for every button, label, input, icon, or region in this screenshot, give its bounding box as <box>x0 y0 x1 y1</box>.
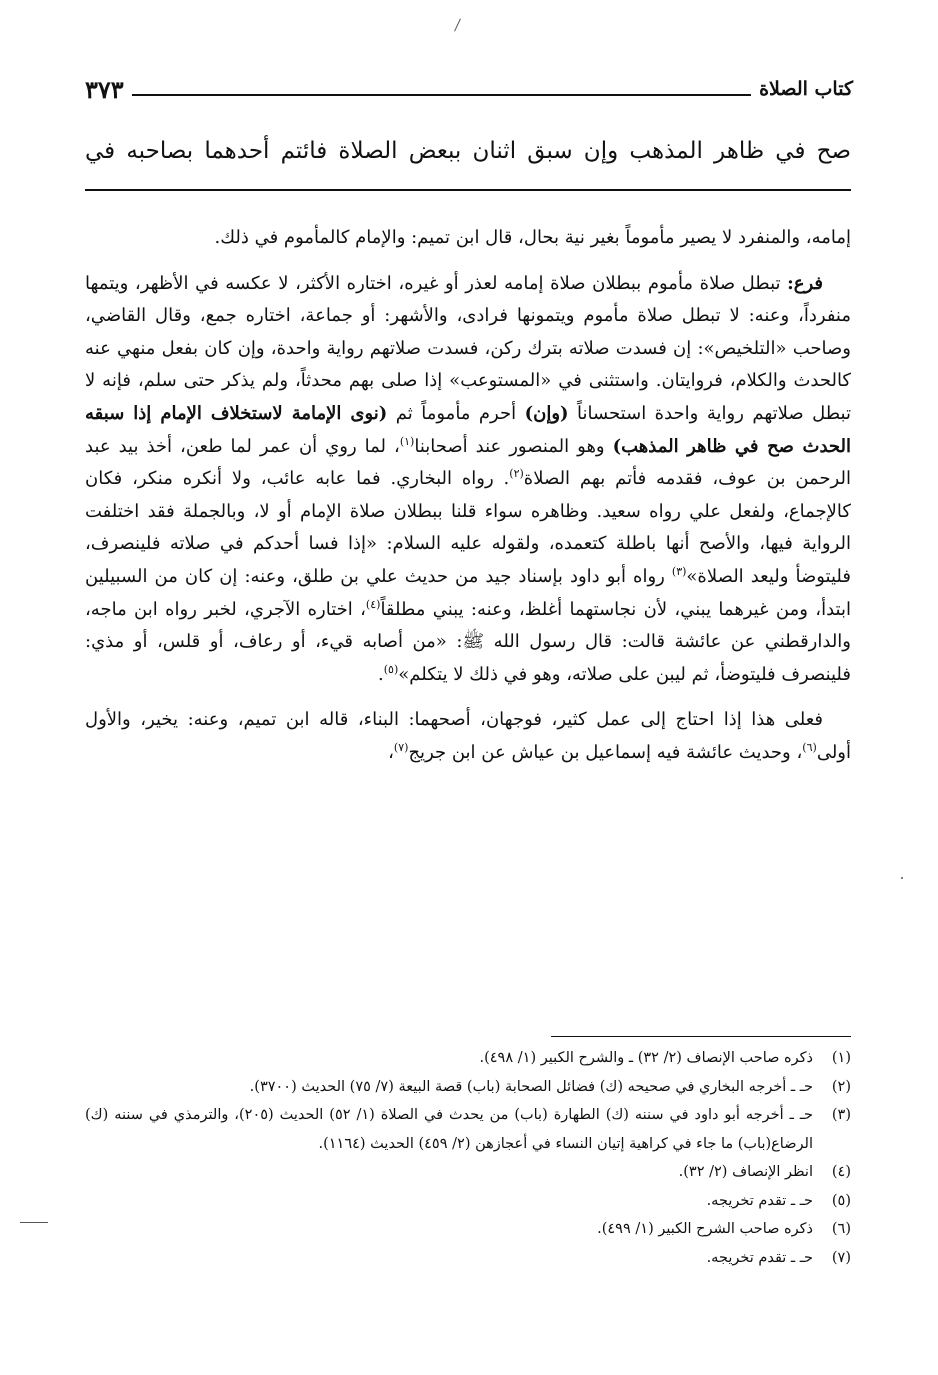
footnote-ref: (٢) <box>509 467 524 481</box>
commentary-body <box>85 222 851 770</box>
chapter-title: كتاب الصلاة <box>759 78 853 100</box>
footnote-number: (٣) <box>831 1107 851 1123</box>
matn-divider <box>85 189 851 191</box>
header-rule <box>132 94 751 96</box>
matn-quote-2: (نوى الإمامة لاستخلاف الإمام إذا سبقه الحدث صح في ظاهر المذهب) <box>85 402 851 457</box>
footnote-text: انظر الإنصاف (٢/ ٣٢). <box>678 1164 813 1180</box>
footnote-number: (٢) <box>831 1078 851 1095</box>
footnote-item <box>85 1044 851 1073</box>
footnote-text: حـ ـ تقدم تخريجه. <box>706 1192 813 1209</box>
footnote-ref: (٣) <box>671 564 687 578</box>
running-header <box>85 70 853 104</box>
scan-mark-left <box>20 1222 48 1223</box>
matn-quote-1: (وإن) <box>524 402 569 424</box>
footnote-ref: (٥) <box>383 662 399 676</box>
footnote-item <box>85 1101 851 1158</box>
footnote-ref: (٤) <box>365 597 381 611</box>
footnote-text: ذكره صاحب الإنصاف (٢/ ٣٢) ـ والشرح الكبير (١/ ٤٩٨). <box>479 1050 813 1066</box>
far-label: فرع: <box>787 272 823 294</box>
footnote-item <box>85 1244 851 1273</box>
footnote-number: (٤) <box>831 1164 851 1180</box>
footnote-text: حـ ـ أخرجه أبو داود في سننه (ك) الطهارة (باب) من يحدث في الصلاة (١/ ٥٢) الحديث (٢٠٥)، والترمذي في سننه (ك) الرضاع(باب) ما جاء في كراهية إتيان النساء في أعجازهن (٢/ ٤٥٩) الحديث (١١٦٤). <box>85 1107 813 1152</box>
footnote-number: (٥) <box>831 1192 851 1209</box>
footnote-item <box>85 1158 851 1187</box>
footnote-item <box>85 1073 851 1102</box>
footnote-ref: (١) <box>399 434 415 448</box>
footnote-item <box>85 1187 851 1216</box>
footnote-text: ذكره صاحب الشرح الكبير (١/ ٤٩٩). <box>597 1221 813 1237</box>
page-number: ٣٧٣ <box>85 75 124 104</box>
scan-mark-top <box>454 18 461 31</box>
scan-mark-dot <box>901 877 903 879</box>
footnotes <box>85 1044 851 1272</box>
footnote-text: حـ ـ أخرجه البخاري في صحيحه (ك) فضائل الصحابة (باب) قصة البيعة (٧/ ٧٥) الحديث (٣٧٠٠). <box>249 1078 813 1095</box>
footnote-number: (١) <box>831 1050 851 1066</box>
paragraph-3: فعلى هذا إذا احتاج إلى عمل كثير، فوجهان، أصحهما: البناء، قاله ابن تميم، وعنه: يخير، والأول أولى$^{(٦)}$، وحديث عائشة فيه إسماعيل بن عياش عن ابن جريج$^{(٧)}$، <box>85 709 851 763</box>
footnote-number: (٦) <box>831 1221 851 1237</box>
paragraph-2: فرع: تبطل صلاة مأموم ببطلان صلاة إمامه لعذر أو غيره، اختاره الأكثر، لا عكسه في الأظهر، ويتمها منفرداً، وعنه: لا تبطل صلاة مأموم ويتمونها فرادى، والأشهر: أو جماعة، اختاره جمع، وقال القاضي، وصاحب «التلخيص»: إن فسدت صلاته بترك ركن، فسدت صلاتهم رواية واحدة، وإن كان بفعل منهي عنه كالحدث والكلام، فروايتان. واستثنى في «المستوعب» إذا صلى بهم محدثاً، ولم يذكر حتى سلم، فإنه لا تبطل صلاتهم رواية واحدة استحساناً (وإن) أحرم مأموماً ثم (نوى الإمامة لاستخلاف الإمام إذا سبقه الحدث صح في ظاهر المذهب) وهو المنصور عند أصحابنا$^{(١)}$، لما روي أن عمر لما طعن، أخذ بيد عبد الرحمن بن عوف، فقدمه فأتم بهم الصلاة$^{(٢)}$. رواه البخاري. فما عابه عائب، ولا أنكره منكر، فكان كالإجماع، ولفعل علي رواه سعيد. وظاهره سواء قلنا ببطلان صلاة الإمام أو لا، وبالجملة فقد اختلفت الرواية فيها، والأصح أنها باطلة كتعمده، ولقوله عليه السلام: «إذا فسا أحدكم في صلاته فلينصرف، فليتوضأ وليعد الصلاة»$^{(٣)}$ رواه أبو داود بإسناد جيد من حديث علي بن طلق، وعنه: إن كان من السبيلين ابتدأ، ومن غيرهما يبني، لأن نجاستهما أغلظ، وعنه: يبني مطلقاً$^{(٤)}$، اختاره الآجري، لخبر رواه ابن ماجه، والدارقطني عن عائشة قالت: قال رسول الله ﷺ: «من أصابه قيء، أو رعاف، أو قلس، أو مذي: فلينصرف فليتوضأ، ثم ليبن على صلاته، وهو في ذلك لا يتكلم»$^{(٥)}$. <box>85 272 851 685</box>
paragraph-1: إمامه، والمنفرد لا يصير مأموماً بغير نية بحال، قال ابن تميم: والإمام كالمأموم في ذلك. <box>214 227 851 248</box>
footnote-divider <box>551 1036 851 1037</box>
footnote-item <box>85 1215 851 1244</box>
footnote-ref: (٧) <box>393 740 409 754</box>
matn-text: صح في ظاهر المذهب وإن سبق اثنان ببعض الصلاة فائتم أحدهما بصاحبه في <box>85 138 851 164</box>
footnote-number: (٧) <box>831 1249 851 1266</box>
footnote-text: حـ ـ تقدم تخريجه. <box>706 1249 813 1266</box>
footnote-ref: (٦) <box>802 740 817 754</box>
